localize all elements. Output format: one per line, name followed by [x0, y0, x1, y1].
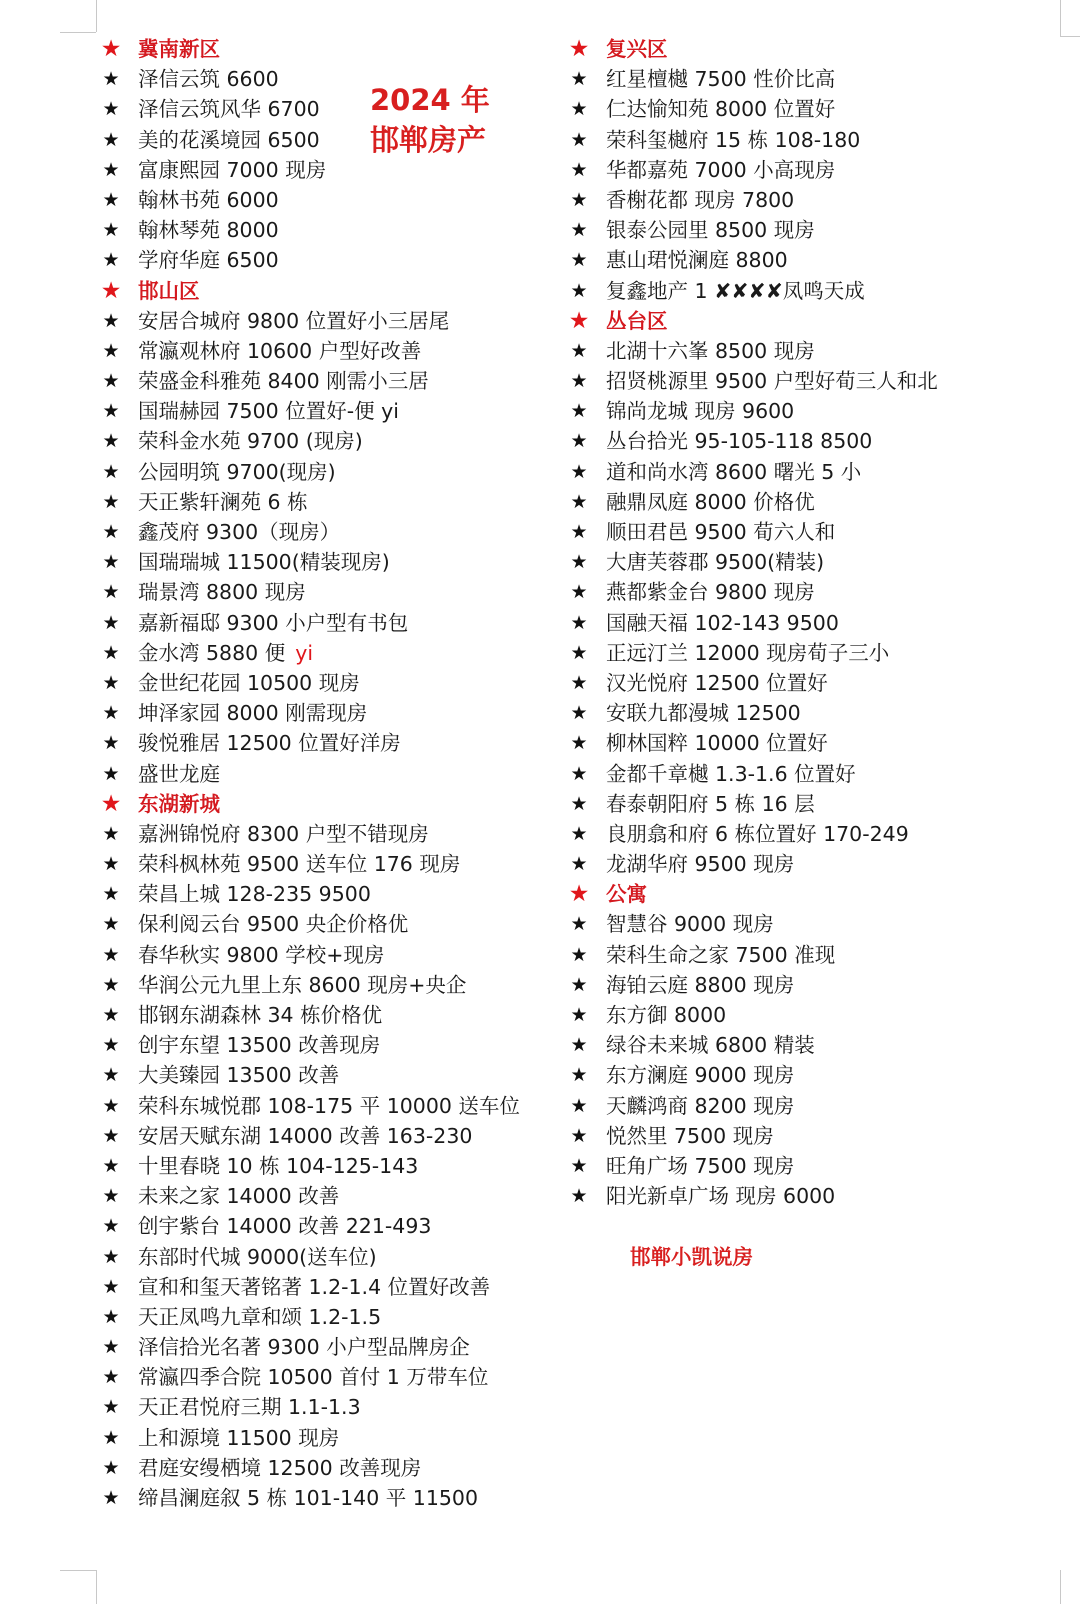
star-icon: ★	[570, 822, 588, 845]
star-icon: ★	[102, 521, 120, 543]
listing-text: 天正凤鸣九章和颂 1.2-1.5	[138, 1304, 382, 1329]
listing-text: 坤泽家园 8000 刚需现房	[138, 701, 368, 726]
list-item	[98, 608, 568, 638]
star-icon: ★	[102, 1124, 120, 1147]
listing-text: 春华秋实 9800 学校+现房	[138, 942, 385, 967]
listing-text: 金水湾 5880 便	[138, 640, 286, 665]
star-icon: ★	[570, 581, 588, 604]
list-item	[98, 1302, 568, 1332]
star-icon: ★	[570, 853, 588, 876]
listing-text: 顺田君邑 9500 荀六人和	[606, 520, 836, 544]
star-icon: ★	[570, 400, 588, 423]
section-heading	[566, 34, 1056, 64]
star-icon: ★	[570, 1004, 588, 1026]
listing-text: 国瑞瑞城 11500(精装现房)	[138, 550, 390, 575]
section-title: 公寓	[606, 882, 647, 907]
star-icon: ★	[102, 128, 120, 151]
star-icon: ★	[570, 792, 588, 815]
listing-text: 绿谷未来城 6800 精装	[606, 1033, 815, 1058]
list-item	[566, 970, 1056, 1000]
list-item	[98, 698, 568, 728]
list-item	[566, 1151, 1056, 1181]
list-item	[98, 1332, 568, 1362]
list-item	[566, 1091, 1056, 1121]
list-item	[566, 94, 1056, 124]
listing-text: 国瑞赫园 7500 位置好-便 yi	[138, 399, 399, 424]
red-star-icon: ★	[100, 790, 122, 817]
star-icon: ★	[102, 1185, 120, 1208]
section-title: 东湖新城	[138, 791, 220, 816]
listing-text: 东方澜庭 9000 现房	[606, 1063, 795, 1088]
list-item	[566, 517, 1056, 547]
list-item	[566, 1000, 1056, 1030]
star-icon: ★	[102, 430, 120, 453]
section-heading	[98, 34, 568, 64]
list-item	[98, 155, 568, 185]
list-item	[98, 336, 568, 366]
listing-text: 泽信拾光名著 9300 小户型品牌房企	[138, 1335, 470, 1360]
star-icon: ★	[570, 128, 588, 151]
listing-text: 荣科玺樾府 15 栋 108-180	[606, 127, 861, 152]
star-icon: ★	[570, 702, 588, 725]
listing-text: 良朋翕和府 6 栋位置好 170-249	[606, 821, 909, 846]
listing-text: 东部时代城 9000(送车位)	[138, 1244, 377, 1269]
crop-mark	[1060, 36, 1080, 37]
listing-text: 学府华庭 6500	[138, 248, 279, 273]
listing-text: 常瀛观林府 10600 户型好改善	[138, 338, 422, 363]
list-item	[98, 1121, 568, 1151]
listing-text: 道和尚水湾 8600 曙光 5 小	[606, 459, 862, 484]
listing-text: 创宇紫台 14000 改善 221-493	[138, 1214, 432, 1239]
star-icon: ★	[102, 219, 120, 242]
star-icon: ★	[102, 702, 120, 725]
star-icon: ★	[102, 762, 120, 785]
section-title: 丛台区	[606, 308, 668, 333]
list-item	[566, 155, 1056, 185]
star-icon: ★	[102, 581, 120, 604]
red-star-icon: ★	[100, 36, 122, 62]
section-title: 复兴区	[606, 37, 668, 61]
star-icon: ★	[570, 460, 588, 483]
listing-text: 天正君悦府三期 1.1-1.3	[138, 1395, 361, 1420]
star-icon: ★	[570, 641, 588, 664]
list-item	[566, 789, 1056, 819]
list-item	[98, 1030, 568, 1060]
list-item	[566, 608, 1056, 638]
listing-text: 锦尚龙城 现房 9600	[606, 399, 795, 424]
listing-text: 荣昌上城 128-235 9500	[138, 882, 371, 907]
right-column	[566, 34, 1056, 1211]
list-item	[566, 819, 1056, 849]
listing-text: 盛世龙庭	[138, 761, 220, 786]
list-item	[98, 94, 568, 124]
star-icon: ★	[102, 1154, 120, 1177]
listing-text: 北湖十六峯 8500 现房	[606, 338, 815, 363]
star-icon: ★	[102, 1487, 120, 1509]
list-item	[98, 759, 568, 789]
list-item	[98, 366, 568, 396]
listing-text: 阳光新卓广场 现房 6000	[606, 1184, 836, 1209]
star-icon: ★	[570, 551, 588, 574]
listing-text: 红星檀樾 7500 性价比高	[606, 67, 836, 92]
listing-text: 国融天福 102-143 9500	[606, 610, 839, 635]
listing-text: 翰林琴苑 8000	[138, 218, 279, 243]
crop-mark	[96, 1570, 97, 1604]
star-icon: ★	[570, 611, 588, 634]
star-icon: ★	[570, 249, 588, 272]
star-icon: ★	[102, 973, 120, 996]
star-icon: ★	[102, 1366, 120, 1389]
star-icon: ★	[570, 732, 588, 755]
listing-text: 荣科生命之家 7500 准现	[606, 942, 836, 967]
star-icon: ★	[102, 1275, 120, 1298]
list-item	[566, 668, 1056, 698]
section-title: 邯山区	[138, 278, 200, 303]
listing-text: 未来之家 14000 改善	[138, 1184, 340, 1209]
list-item	[98, 879, 568, 909]
star-icon: ★	[570, 943, 588, 966]
star-icon: ★	[102, 400, 120, 423]
list-item	[98, 185, 568, 215]
list-item	[98, 517, 568, 547]
star-icon: ★	[570, 98, 588, 121]
star-icon: ★	[102, 551, 120, 574]
star-icon: ★	[570, 68, 588, 91]
list-item	[566, 1060, 1056, 1090]
star-icon: ★	[102, 1094, 120, 1117]
star-icon: ★	[570, 1034, 588, 1057]
listing-text: 荣盛金科雅苑 8400 刚需小三居	[138, 369, 429, 394]
list-item	[566, 698, 1056, 728]
listing-text: 荣科金水苑 9700 (现房)	[138, 429, 363, 454]
red-star-icon: ★	[100, 277, 122, 304]
section-heading	[566, 879, 1056, 909]
star-icon: ★	[570, 973, 588, 996]
listing-text: 上和源境 11500 现房	[138, 1425, 340, 1450]
listing-text: 创宇东望 13500 改善现房	[138, 1033, 381, 1058]
listing-text: 丛台拾光 95-105-118 8500	[606, 429, 873, 454]
listing-text: 瑞景湾 8800 现房	[138, 580, 306, 605]
star-icon: ★	[102, 490, 120, 513]
list-item	[98, 1060, 568, 1090]
star-icon: ★	[102, 249, 120, 272]
star-icon: ★	[102, 1336, 120, 1359]
list-item	[566, 638, 1056, 668]
listing-text: 金都千章樾 1.3-1.6 位置好	[606, 761, 856, 786]
star-icon: ★	[102, 671, 120, 694]
star-icon: ★	[102, 68, 120, 91]
listing-text: 复鑫地产 1 ✘✘✘✘凤鸣天成	[606, 278, 865, 303]
star-icon: ★	[570, 430, 588, 453]
listing-text: 正远汀兰 12000 现房荀子三小	[606, 640, 890, 665]
listing-text: 大美臻园 13500 改善	[138, 1063, 340, 1088]
list-item	[98, 1392, 568, 1422]
listing-text: 鑫茂府 9300（现房）	[138, 520, 341, 544]
listing-text: 惠山珺悦澜庭 8800	[606, 248, 788, 273]
star-icon: ★	[570, 762, 588, 785]
listing-text: 天麟鸿商 8200 现房	[606, 1093, 795, 1118]
list-item	[566, 336, 1056, 366]
star-icon: ★	[570, 219, 588, 242]
star-icon: ★	[102, 1004, 120, 1026]
star-icon: ★	[570, 188, 588, 211]
list-item	[98, 125, 568, 155]
star-icon: ★	[570, 1124, 588, 1147]
list-item	[566, 1181, 1056, 1211]
red-star-icon: ★	[568, 36, 590, 62]
listing-text: 海铂云庭 8800 现房	[606, 972, 795, 997]
list-item	[98, 1181, 568, 1211]
star-icon: ★	[102, 853, 120, 876]
list-item	[566, 426, 1056, 456]
list-item	[98, 970, 568, 1000]
list-item	[98, 1151, 568, 1181]
list-item	[98, 1423, 568, 1453]
section-heading	[98, 789, 568, 819]
list-item	[98, 1000, 568, 1030]
star-icon: ★	[102, 460, 120, 483]
list-item	[98, 245, 568, 275]
list-item	[566, 125, 1056, 155]
list-item	[98, 215, 568, 245]
listing-text: 公园明筑 9700(现房)	[138, 459, 336, 484]
star-icon: ★	[102, 98, 120, 121]
star-icon: ★	[570, 671, 588, 694]
list-item	[98, 547, 568, 577]
listing-text: 嘉洲锦悦府 8300 户型不错现房	[138, 821, 429, 846]
listing-text: 嘉新福邸 9300 小户型有书包	[138, 610, 409, 635]
list-item	[98, 306, 568, 336]
listing-text: 安居天赋东湖 14000 改善 163-230	[138, 1123, 473, 1148]
crop-mark	[60, 32, 96, 33]
list-item	[566, 547, 1056, 577]
listing-text: 泽信云筑风华 6700	[138, 97, 320, 122]
star-icon: ★	[102, 822, 120, 845]
star-icon: ★	[102, 339, 120, 362]
list-item	[98, 1483, 568, 1513]
crop-mark	[96, 0, 97, 32]
star-icon: ★	[570, 370, 588, 393]
listing-text: 柳林国粹 10000 位置好	[606, 731, 828, 756]
list-item	[566, 1121, 1056, 1151]
listing-text: 君庭安缦栖境 12500 改善现房	[138, 1455, 422, 1480]
listing-text: 荣科枫林苑 9500 送车位 176 现房	[138, 852, 461, 877]
list-item	[566, 849, 1056, 879]
listing-text: 智慧谷 9000 现房	[606, 912, 774, 937]
list-item	[98, 940, 568, 970]
listing-text: 宣和和玺天著铭著 1.2-1.4 位置好改善	[138, 1274, 491, 1299]
listing-text: 华润公元九里上东 8600 现房+央企	[138, 972, 467, 997]
list-item	[566, 64, 1056, 94]
listing-text: 招贤桃源里 9500 户型好荀三人和北	[606, 369, 938, 394]
list-item	[98, 457, 568, 487]
red-star-icon: ★	[568, 307, 590, 334]
star-icon: ★	[102, 370, 120, 393]
list-item	[98, 638, 568, 668]
star-icon: ★	[102, 1064, 120, 1087]
list-item	[566, 577, 1056, 607]
star-icon: ★	[102, 188, 120, 211]
list-item	[98, 819, 568, 849]
section-title: 冀南新区	[138, 37, 220, 61]
list-item	[566, 366, 1056, 396]
list-item	[98, 1211, 568, 1241]
list-item	[98, 728, 568, 758]
star-icon: ★	[102, 158, 120, 181]
list-item	[98, 668, 568, 698]
page-title	[370, 80, 490, 160]
star-icon: ★	[570, 158, 588, 181]
listing-text: 十里春晓 10 栋 104-125-143	[138, 1153, 419, 1178]
listing-text: 春泰朝阳府 5 栋 16 层	[606, 791, 815, 816]
listing-text: 骏悦雅居 12500 位置好洋房	[138, 731, 401, 756]
star-icon: ★	[102, 1456, 120, 1479]
listing-text: 汉光悦府 12500 位置好	[606, 670, 828, 695]
star-icon: ★	[570, 1185, 588, 1208]
star-icon: ★	[570, 1094, 588, 1117]
listing-text: 仁达愉知苑 8000 位置好	[606, 97, 836, 122]
listing-text: 大唐芙蓉郡 9500(精装)	[606, 550, 825, 575]
star-icon: ★	[570, 1064, 588, 1087]
listing-text: 缔昌澜庭叙 5 栋 101-140 平 11500	[138, 1486, 478, 1510]
star-icon: ★	[570, 279, 588, 302]
listing-text: 燕都紫金台 9800 现房	[606, 580, 815, 605]
listing-text: 富康熙园 7000 现房	[138, 157, 327, 182]
author-signature: 邯郸小凯说房	[630, 1245, 753, 1269]
listing-text: 银泰公园里 8500 现房	[606, 218, 815, 243]
list-item	[566, 1030, 1056, 1060]
star-icon: ★	[102, 1426, 120, 1449]
listing-text: 安联九都漫城 12500	[606, 701, 801, 726]
red-star-icon: ★	[568, 881, 590, 908]
list-item	[98, 487, 568, 517]
listing-text: 天正紫轩澜苑 6 栋	[138, 489, 308, 514]
list-item	[98, 1272, 568, 1302]
listing-text: 融鼎凤庭 8000 价格优	[606, 489, 815, 514]
list-item	[98, 577, 568, 607]
section-heading	[566, 306, 1056, 336]
star-icon: ★	[102, 883, 120, 906]
list-item	[566, 487, 1056, 517]
star-icon: ★	[570, 1154, 588, 1177]
crop-mark	[1060, 0, 1061, 36]
list-item	[566, 728, 1056, 758]
crop-mark	[1060, 1570, 1061, 1604]
list-item	[98, 1362, 568, 1392]
star-icon: ★	[102, 309, 120, 332]
list-item	[566, 245, 1056, 275]
list-item	[566, 276, 1056, 306]
title-city: 邯郸房产	[370, 123, 487, 157]
star-icon: ★	[102, 943, 120, 966]
star-icon: ★	[102, 1305, 120, 1328]
listing-text: 翰林书苑 6000	[138, 187, 279, 212]
list-item	[98, 909, 568, 939]
list-item	[566, 396, 1056, 426]
list-item	[566, 909, 1056, 939]
star-icon: ★	[570, 913, 588, 936]
list-item	[98, 64, 568, 94]
list-item	[98, 1242, 568, 1272]
list-item	[98, 396, 568, 426]
star-icon: ★	[102, 1396, 120, 1419]
listing-text: 常瀛四季合院 10500 首付 1 万带车位	[138, 1365, 489, 1390]
listing-text: 旺角广场 7500 现房	[606, 1153, 795, 1178]
list-item	[566, 940, 1056, 970]
section-heading	[98, 276, 568, 306]
star-icon: ★	[102, 732, 120, 755]
star-icon: ★	[570, 490, 588, 513]
star-icon: ★	[102, 1034, 120, 1057]
star-icon: ★	[570, 521, 588, 543]
left-column	[98, 34, 568, 1513]
listing-text: 荣科东城悦郡 108-175 平 10000 送车位	[138, 1093, 520, 1118]
listing-text: 保利阅云台 9500 央企价格优	[138, 912, 409, 937]
listing-text: 华都嘉苑 7000 小高现房	[606, 157, 836, 182]
listing-text: 安居合城府 9800 位置好小三居尾	[138, 308, 450, 333]
listing-text: 美的花溪境园 6500	[138, 127, 320, 152]
star-icon: ★	[102, 641, 120, 664]
listing-text: 东方御 8000	[606, 1003, 727, 1027]
list-item	[98, 1091, 568, 1121]
listing-text: 泽信云筑 6600	[138, 67, 279, 92]
listing-text: 龙湖华府 9500 现房	[606, 852, 795, 877]
title-year: 2024 年	[370, 83, 490, 117]
list-item	[566, 759, 1056, 789]
listing-text: 香榭花都 现房 7800	[606, 187, 795, 212]
crop-mark	[60, 1570, 96, 1571]
listing-text: 悦然里 7500 现房	[606, 1123, 774, 1148]
list-item	[98, 849, 568, 879]
star-icon: ★	[102, 913, 120, 936]
listing-text: 邯钢东湖森林 34 栋价格优	[138, 1003, 383, 1027]
star-icon: ★	[570, 339, 588, 362]
list-item	[98, 426, 568, 456]
star-icon: ★	[102, 611, 120, 634]
list-item	[98, 1453, 568, 1483]
star-icon: ★	[102, 1245, 120, 1268]
list-item	[566, 215, 1056, 245]
list-item	[566, 185, 1056, 215]
listing-text: 金世纪花园 10500 现房	[138, 670, 360, 695]
list-item	[566, 457, 1056, 487]
red-suffix-text: yi	[295, 640, 314, 665]
star-icon: ★	[102, 1215, 120, 1238]
